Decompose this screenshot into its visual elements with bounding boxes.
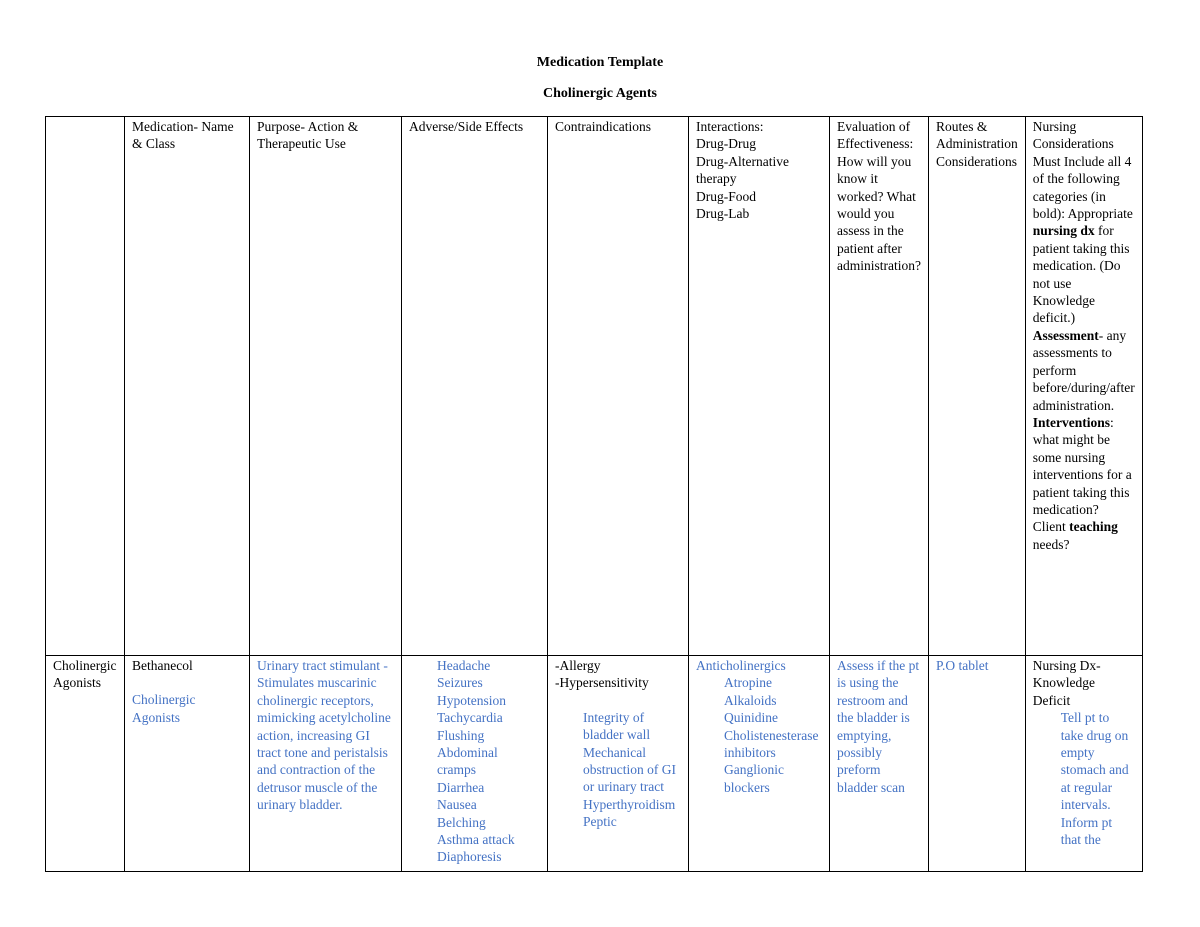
- header-interactions-line: Drug-Lab: [696, 206, 750, 222]
- adverse-effect-item: Belching: [437, 814, 486, 830]
- nc-teaching-bold: teaching: [1069, 519, 1118, 535]
- interactions-heading: Anticholinergics: [696, 658, 786, 673]
- nursing-teaching: Tell pt to take drug on empty stomach and at regular intervals. Inform pt that the: [1060, 710, 1129, 848]
- header-evaluation: Evaluation of Effectiveness: How will you know it worked? What would you assess in the patient after administration?: [830, 117, 929, 656]
- contraindication-item: Mechanical obstruction of GI or urinary tract: [583, 744, 676, 795]
- header-interactions: [689, 117, 830, 656]
- interaction-item: Ganglionic blockers: [724, 762, 784, 795]
- adverse-effect-item: Asthma attack: [437, 832, 515, 848]
- header-interactions-line: Drug-Food: [696, 188, 756, 204]
- interactions-cell: [689, 656, 830, 872]
- interaction-item: Quinidine: [724, 710, 778, 726]
- nursing-considerations-cell: [1025, 656, 1142, 872]
- document-subtitle: Cholinergic Agents: [543, 86, 657, 101]
- header-medication-name-class: Medication- Name & Class: [125, 117, 250, 656]
- nc-teaching-rest: needs?: [1032, 536, 1070, 552]
- contraindication-item: -Hypersensitivity: [555, 675, 649, 691]
- nc-intro: Nursing Considerations Must Include all 4 of the following categories (in bold): Appropriate: [1032, 119, 1133, 222]
- adverse-effect-item: Seizures: [437, 675, 483, 691]
- adverse-effect-item: Abdominal cramps: [437, 745, 498, 778]
- adverse-effect-item: Diaphoresis: [437, 849, 502, 865]
- header-routes: Routes & Administration Considerations: [928, 117, 1025, 656]
- medication-cell: [125, 656, 250, 872]
- interaction-item: Alkaloids: [724, 692, 777, 708]
- nc-dx-bold: nursing dx: [1032, 223, 1095, 239]
- contraindication-item: Peptic: [583, 814, 617, 830]
- header-interactions-line: Drug-Drug: [696, 136, 756, 152]
- nc-dx-rest: for patient taking this medication. (Do not use Knowledge deficit.): [1032, 223, 1130, 326]
- nc-interventions-rest: : what might be some nursing interventions for a patient taking this medication?: [1032, 414, 1132, 517]
- interaction-item: Atropine: [724, 675, 772, 691]
- header-adverse-effects: Adverse/Side Effects: [402, 117, 548, 656]
- contraindication-item: -Allergy: [555, 658, 601, 673]
- header-purpose: Purpose- Action & Therapeutic Use: [250, 117, 402, 656]
- adverse-effect-item: Hypotension: [437, 692, 506, 708]
- purpose-cell: Urinary tract stimulant - Stimulates muscarinic cholinergic receptors, mimicking acetylcholine action, increasing GI tract tone and peristalsis and contraction of the detrusor muscle of the urinary bladder.: [250, 656, 402, 872]
- header-interactions-line: Drug-Alternative therapy: [696, 153, 789, 187]
- contraindication-item: Hyperthyroidism: [583, 796, 676, 812]
- adverse-effect-item: Flushing: [437, 727, 485, 743]
- medication-class: Cholinergic Agonists: [132, 692, 196, 725]
- nc-teaching-pre: Client: [1032, 519, 1070, 535]
- evaluation-cell: Assess if the pt is using the restroom and the bladder is emptying, possibly preform bladder scan: [830, 656, 929, 872]
- medication-name: Bethanecol: [132, 658, 193, 673]
- routes-cell: P.O tablet: [928, 656, 1025, 872]
- header-nursing-considerations: [1025, 117, 1142, 656]
- header-row: [46, 117, 1143, 656]
- nc-assessment-bold: Assessment: [1032, 327, 1099, 343]
- nursing-dx: Nursing Dx- Knowledge Deficit: [1032, 658, 1101, 708]
- header-category-cell: [46, 117, 125, 656]
- adverse-effect-item: Diarrhea: [437, 779, 485, 795]
- nc-assessment-rest: - any assessments to perform before/during/after administration.: [1032, 327, 1135, 413]
- contraindications-cell: [548, 656, 689, 872]
- table-row: [46, 656, 1143, 872]
- contraindication-item: Integrity of bladder wall: [583, 709, 651, 743]
- nc-interventions-bold: Interventions: [1032, 414, 1110, 430]
- adverse-effects-cell: [402, 656, 548, 872]
- adverse-effect-item: Tachycardia: [437, 710, 503, 726]
- adverse-effect-item: Headache: [437, 658, 491, 673]
- medication-table: [45, 116, 1143, 872]
- document-title: Medication Template: [536, 55, 664, 70]
- adverse-effect-item: Nausea: [437, 797, 477, 813]
- category-cell: Cholinergic Agonists: [46, 656, 125, 872]
- header-interactions-line: Interactions:: [696, 119, 764, 134]
- header-contraindications: Contraindications: [548, 117, 689, 656]
- interaction-item: Cholistenesterase inhibitors: [724, 727, 819, 761]
